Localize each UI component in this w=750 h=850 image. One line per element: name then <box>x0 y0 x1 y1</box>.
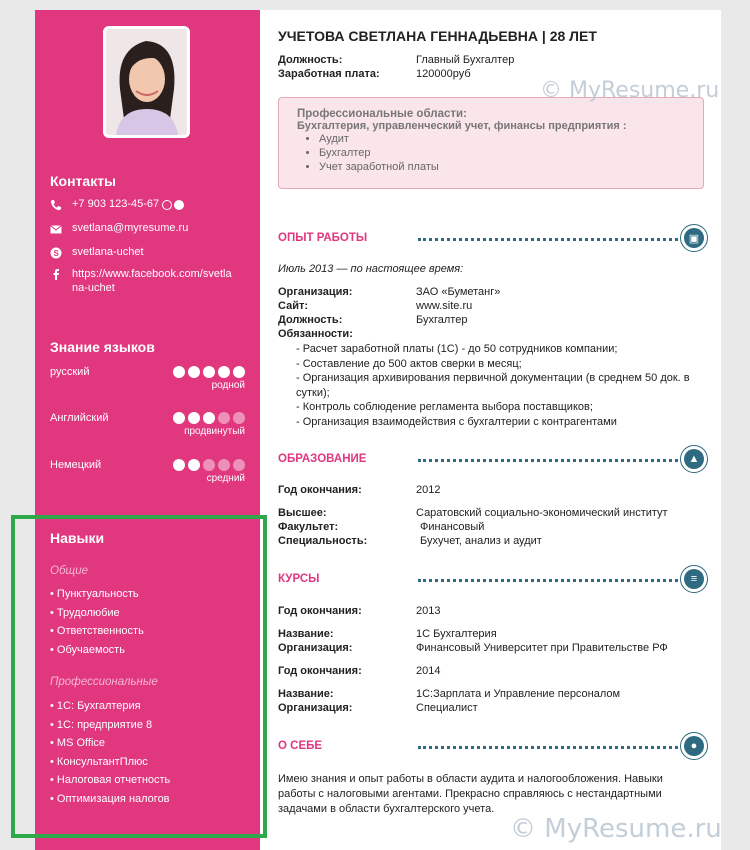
courses-section-header <box>278 565 708 595</box>
about-title: О СЕБЕ <box>278 740 323 752</box>
experience-section-header <box>278 224 708 254</box>
list-item: • КонсультантПлюс <box>50 753 170 772</box>
document-icon: ≡ <box>680 565 708 593</box>
list-item: • Учет заработной платы <box>319 160 685 174</box>
exp-org-value: ЗАО «Буметанг» <box>416 286 501 298</box>
list-item: • Налоговая отчетность <box>50 771 170 790</box>
rating-dot <box>173 459 185 471</box>
list-item: • MS Office <box>50 734 170 753</box>
rating-dot <box>203 459 215 471</box>
list-item: - Расчет заработной платы (1С) - до 50 сотрудников компании; <box>296 343 618 355</box>
contact-phone-text: +7 903 123-45-67 <box>72 198 160 210</box>
contact-skype[interactable] <box>50 246 144 259</box>
list-item: • Обучаемость <box>50 641 144 660</box>
rating-dot <box>173 366 185 378</box>
course-year-value: 2013 <box>416 605 441 617</box>
course-name-label: Название: <box>278 688 334 700</box>
rating-dot <box>233 459 245 471</box>
languages-title: Знание языков <box>50 339 155 355</box>
contact-phone[interactable] <box>50 198 184 211</box>
course-name-value: 1С:Зарплата и Управление персоналом <box>416 688 621 700</box>
course-year-label: Год окончания: <box>278 605 362 617</box>
edu-high-label: Высшее: <box>278 507 327 519</box>
language-level: родной <box>211 380 245 391</box>
course-org-label: Организация: <box>278 642 353 654</box>
professional-areas-box <box>278 97 704 189</box>
briefcase-icon: ▣ <box>680 224 708 252</box>
phone-icon <box>50 199 62 211</box>
list-item: • Трудолюбие <box>50 604 144 623</box>
professional-areas-title: Профессиональные области: <box>297 108 467 120</box>
duties-label: Обязанности: <box>278 328 353 340</box>
education-title: ОБРАЗОВАНИЕ <box>278 453 367 465</box>
experience-title: ОПЫТ РАБОТЫ <box>278 232 368 244</box>
course-org-label: Организация: <box>278 702 353 714</box>
duties-list <box>296 342 706 429</box>
edu-faculty-label: Факультет: <box>278 521 339 533</box>
user-icon: ● <box>680 732 708 760</box>
list-item: - Организация взаимодействия с бухгалтерии с контрагентами <box>296 415 617 428</box>
contact-facebook-text: https://www.facebook.com/svetla na-uchet <box>72 268 232 294</box>
salary-value: 120000руб <box>416 68 471 80</box>
whatsapp-icon[interactable] <box>162 200 172 210</box>
exp-position-label: Должность: <box>278 314 343 326</box>
list-item: • Пунктуальность <box>50 585 144 604</box>
rating-dot <box>203 366 215 378</box>
edu-spec-label: Специальность: <box>278 535 368 547</box>
contact-email-text: svetlana@myresume.ru <box>72 222 189 234</box>
skills-highlight-frame <box>11 515 267 838</box>
course-name-label: Название: <box>278 628 334 640</box>
language-name: Немецкий <box>50 459 102 471</box>
rating-dot <box>218 412 230 424</box>
course-org-value: Специалист <box>416 702 478 714</box>
contact-email[interactable] <box>50 222 188 235</box>
list-item: • Ответственность <box>50 622 144 641</box>
professional-areas-subtitle: Бухгалтерия, управленческий учет, финансы предприятия : <box>297 120 627 132</box>
course-name-value: 1С Бухгалтерия <box>416 628 497 640</box>
list-item: • 1С: предприятие 8 <box>50 716 170 735</box>
about-text: Имею знания и опыт работы в области аудита и налогообложения. Навыки работы с налоговыми агентами. Прекрасно справляюсь с нестандартными задачами в области бухгалтерского учета. <box>278 773 663 815</box>
language-row <box>50 412 245 437</box>
language-name: Английский <box>50 412 109 424</box>
facebook-icon <box>50 268 62 280</box>
course-year-label: Год окончания: <box>278 665 362 677</box>
education-section-header <box>278 445 708 475</box>
language-level: продвинутый <box>184 426 245 437</box>
divider <box>418 238 678 241</box>
rating-dot <box>203 412 215 424</box>
graduation-cap-icon: ▲ <box>680 445 708 473</box>
skills-title: Навыки <box>50 530 105 546</box>
rating-dot <box>188 459 200 471</box>
language-level: средний <box>206 473 245 484</box>
list-item: • Оптимизация налогов <box>50 790 170 809</box>
list-item: • Аудит <box>319 132 685 146</box>
rating-dot <box>218 366 230 378</box>
rating-dot <box>173 412 185 424</box>
contact-facebook[interactable] <box>50 267 250 295</box>
edu-spec-value: Бухучет, анализ и аудит <box>420 535 542 547</box>
skype-icon <box>50 247 62 259</box>
language-rating <box>173 412 245 424</box>
watermark: © MyResume.ru <box>540 78 720 103</box>
course-org-value: Финансовый Университет при Правительстве РФ <box>416 642 668 654</box>
about-section-header <box>278 732 708 762</box>
list-item: - Контроль соблюдение регламента выбора поставщиков; <box>296 401 593 413</box>
divider <box>418 746 678 749</box>
exp-site-value[interactable]: www.site.ru <box>416 300 473 312</box>
candidate-name: УЧЕТОВА СВЕТЛАНА ГЕННАДЬЕВНА | 28 ЛЕТ <box>278 28 597 44</box>
courses-title: КУРСЫ <box>278 573 320 585</box>
salary-label: Заработная плата: <box>278 68 380 80</box>
edu-year-label: Год окончания: <box>278 484 362 496</box>
contacts-title: Контакты <box>50 173 117 189</box>
course-year-value: 2014 <box>416 665 441 677</box>
exp-position-value: Бухгалтер <box>416 314 468 326</box>
general-skills-title: Общие <box>50 565 88 577</box>
edu-year-value: 2012 <box>416 484 441 496</box>
position-label: Должность: <box>278 54 343 66</box>
professional-skills-title: Профессиональные <box>50 676 158 688</box>
contact-skype-text: svetlana-uchet <box>72 246 144 258</box>
edu-faculty-value: Финансовый <box>420 521 485 533</box>
exp-org-label: Организация: <box>278 286 353 298</box>
telegram-icon[interactable] <box>174 200 184 210</box>
rating-dot <box>218 459 230 471</box>
rating-dot <box>233 412 245 424</box>
list-item: • 1С: Бухгалтерия <box>50 697 170 716</box>
svg-text:S: S <box>53 249 59 258</box>
list-item: - Организация архивирования первичной документации (в среднем 50 док. в сутки); <box>296 372 690 399</box>
exp-site-label: Сайт: <box>278 300 309 312</box>
watermark: © MyResume.ru <box>510 814 722 844</box>
language-row <box>50 459 245 484</box>
position-value: Главный Бухгалтер <box>416 54 515 66</box>
language-rating <box>173 366 245 378</box>
language-row <box>50 366 245 391</box>
rating-dot <box>188 366 200 378</box>
divider <box>418 459 678 462</box>
divider <box>418 579 678 582</box>
edu-high-value: Саратовский социально-экономический институт <box>416 507 668 519</box>
language-name: русский <box>50 366 90 378</box>
language-rating <box>173 459 245 471</box>
rating-dot <box>188 412 200 424</box>
profile-photo <box>103 26 190 138</box>
mail-icon <box>50 223 62 235</box>
professional-areas-list <box>319 132 685 174</box>
experience-period: Июль 2013 — по настоящее время: <box>278 263 464 275</box>
rating-dot <box>233 366 245 378</box>
list-item: • Бухгалтер <box>319 146 685 160</box>
list-item: - Составление до 500 актов сверки в месяц; <box>296 357 522 370</box>
